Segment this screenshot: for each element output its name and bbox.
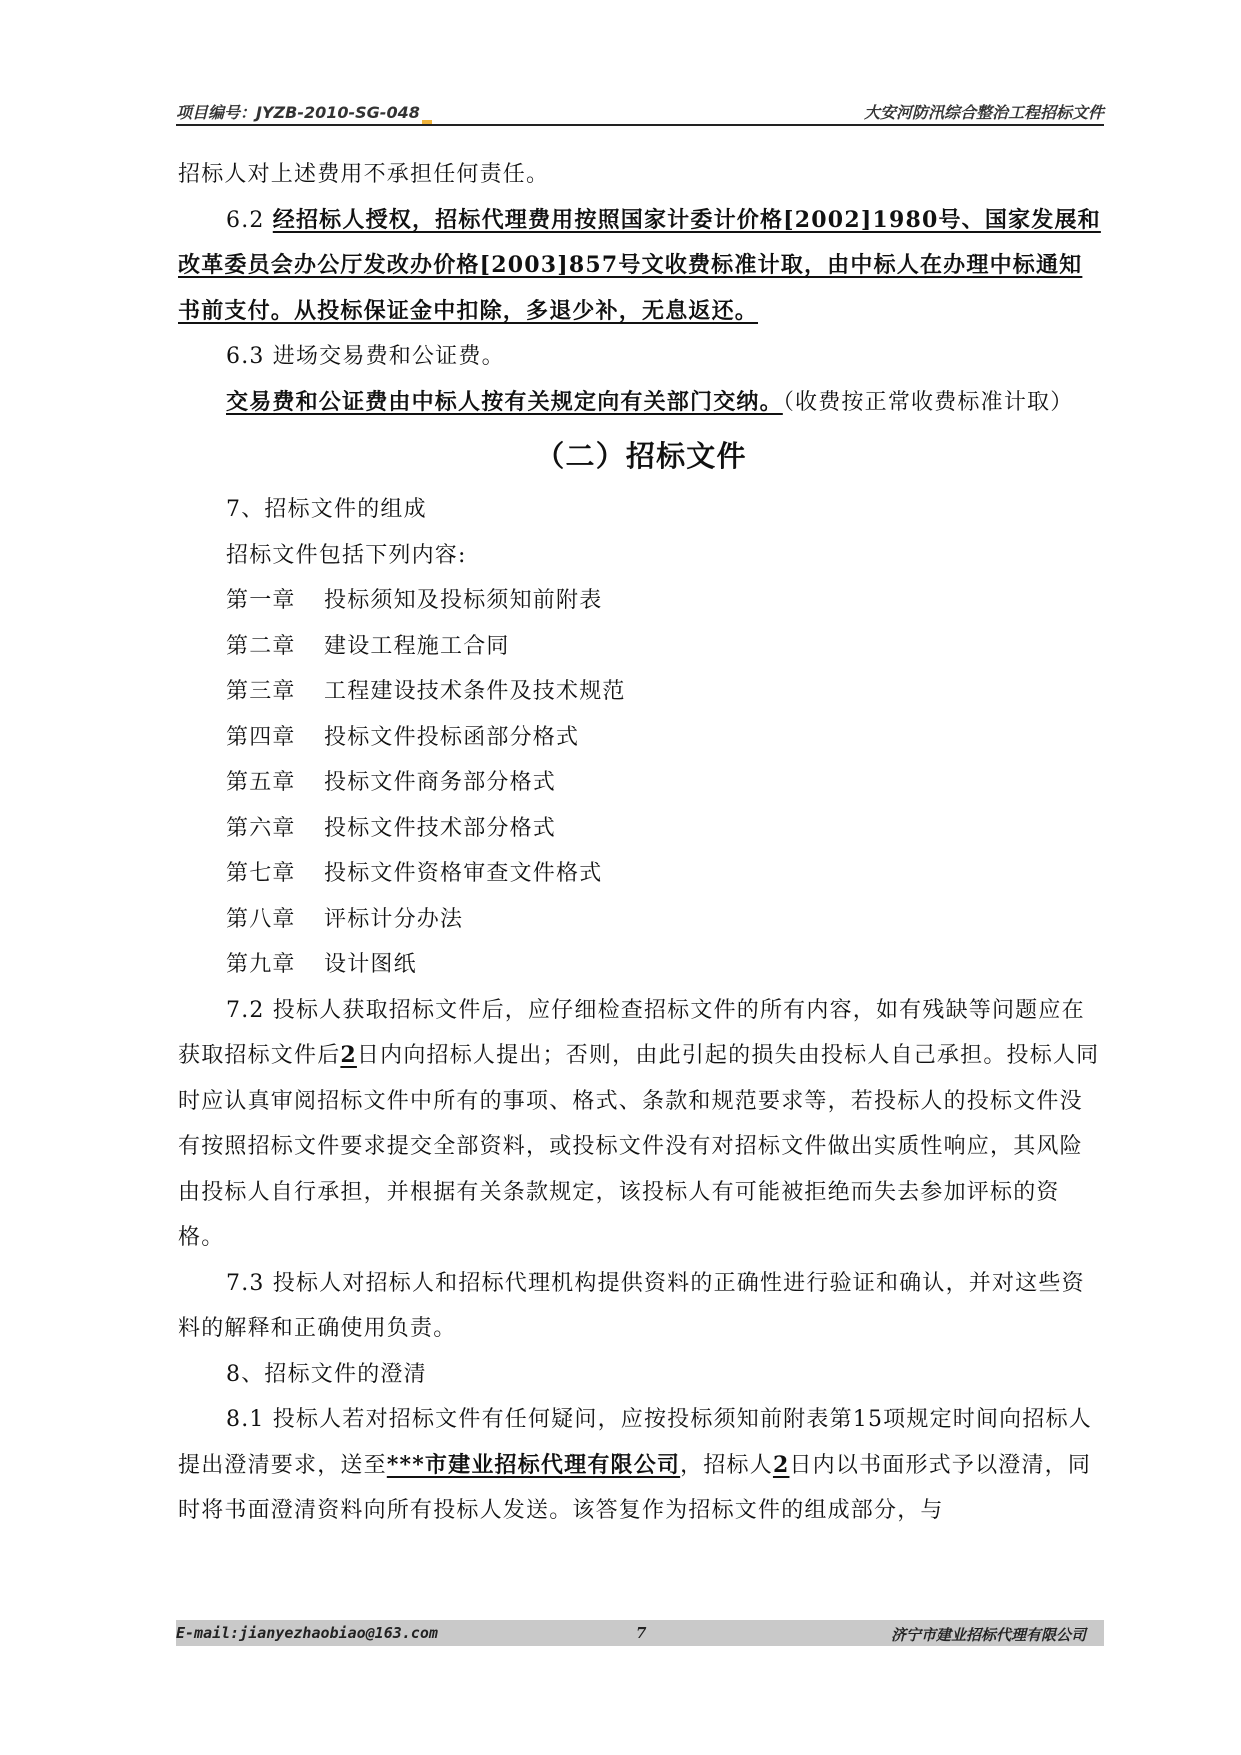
chapter-item — [178, 760, 1104, 806]
section-title: （二）招标文件 — [535, 439, 747, 473]
document-body — [178, 152, 1104, 1534]
paragraph-6-3-detail — [178, 380, 1104, 426]
paragraph-6-3-bold: 交易费和公证费由中标人按有关规定向有关部门交纳。 — [226, 388, 783, 415]
chapter-number: 第四章 — [226, 724, 296, 750]
chapter-title: 建设工程施工合同 — [324, 633, 510, 659]
chapter-title: 设计图纸 — [324, 952, 417, 977]
chapter-number: 第五章 — [226, 770, 296, 795]
paragraph-8-1-part-b: ，招标人 — [680, 1452, 773, 1478]
chapter-title: 投标须知及投标须知前附表 — [324, 588, 603, 613]
footer-company: 济宁市建业招标代理有限公司 — [890, 1626, 1086, 1644]
paragraph-8: 8、招标文件的澄清 — [226, 1361, 427, 1387]
footer-email: E-mail:jianyezhaobiao@163.com — [176, 1624, 438, 1642]
chapter-title: 投标文件商务部分格式 — [324, 770, 557, 795]
paragraph-8-1-part-c: 日内以书面形式予以澄清，同时将书面澄清资料向所有投标人发送。该答复作为招标文件的组成部分，与 — [178, 1452, 1092, 1523]
chapter-item — [178, 715, 1104, 761]
page-header — [176, 98, 1104, 126]
document-title: 大安河防汛综合整治工程招标文件 — [863, 103, 1104, 122]
paragraph-7: 7、招标文件的组成 — [226, 497, 427, 522]
paragraph-6-3-tail: （收费按正常收费标准计取） — [782, 389, 1074, 415]
paragraph-6-1-continued: 招标人对上述费用不承担任何责任。 — [178, 162, 550, 187]
chapter-number: 第六章 — [226, 815, 296, 841]
paragraph-6-3: 6.3 进场交易费和公证费。 — [226, 344, 505, 369]
paragraph-6-2 — [178, 198, 1104, 335]
chapter-item — [178, 942, 1104, 988]
chapter-title: 投标文件技术部分格式 — [324, 815, 557, 841]
chapter-item — [178, 578, 1104, 624]
page-number: 7 — [636, 1624, 647, 1642]
chapter-item — [178, 851, 1104, 897]
chapter-number: 第八章 — [226, 906, 296, 932]
paragraph-7-intro: 招标文件包括下列内容: — [226, 542, 467, 568]
chapter-item — [178, 624, 1104, 670]
chapter-title: 工程建设技术条件及技术规范 — [324, 679, 626, 704]
chapter-title: 投标文件投标函部分格式 — [324, 724, 580, 750]
paragraph-8-1-agency: ***市建业招标代理有限公司 — [386, 1451, 681, 1478]
chapter-item — [178, 669, 1104, 715]
chapter-item — [178, 806, 1104, 852]
paragraph-7-2-days: 2 — [340, 1042, 357, 1068]
paragraph-6-2-number: 6.2 — [226, 207, 273, 233]
chapter-title: 投标文件资格审查文件格式 — [324, 861, 603, 886]
paragraph-7-2-part-a: 7.2 投标人获取招标文件后，应仔细检查招标文件的所有内容，如有残缺等问题应在获取招标文件后 — [178, 997, 1085, 1068]
paragraph-8-1-days: 2 — [772, 1451, 790, 1478]
page-footer — [176, 1620, 1104, 1646]
chapter-number: 第九章 — [226, 952, 296, 977]
chapter-title: 评标计分办法 — [324, 906, 464, 932]
paragraph-8-1 — [178, 1397, 1104, 1534]
paragraph-7-3: 7.3 投标人对招标人和招标代理机构提供资料的正确性进行验证和确认，并对这些资料的解释和正确使用负责。 — [178, 1270, 1085, 1341]
paragraph-8-1-part-a: 8.1 投标人若对招标文件有任何疑问，应按投标须知前附表第15项规定时间向招标人提出澄清要求，送至 — [178, 1407, 1092, 1478]
paragraph-6-2-text: 经招标人授权，招标代理费用按照国家计委计价格[2002]1980号、国家发展和改革委员会办公厅发改办价格[2003]857号文收费标准计取，由中标人在办理中标通知书前支付。从投标保证金中扣除，多退少补，无息返还。 — [178, 206, 1101, 324]
paragraph-7-2-part-b: 日内向招标人提出；否则，由此引起的损失由投标人自己承担。投标人同时应认真审阅招标文件中所有的事项、格式、条款和规范要求等，若投标人的投标文件没有按照招标文件要求提交全部资料，或投标文件没有对招标文件做出实质性响应，其风险由投标人自行承担，并根据有关条款规定，该投标人有可能被拒绝而失去参加评标的资格。 — [178, 1043, 1100, 1250]
chapter-number: 第一章 — [226, 588, 296, 613]
chapter-number: 第七章 — [226, 861, 296, 886]
chapter-number: 第二章 — [226, 633, 296, 659]
chapter-number: 第三章 — [226, 679, 296, 704]
chapter-item — [178, 897, 1104, 943]
paragraph-7-2 — [178, 988, 1104, 1261]
project-number: 项目编号：JYZB-2010-SG-048 — [176, 100, 432, 124]
